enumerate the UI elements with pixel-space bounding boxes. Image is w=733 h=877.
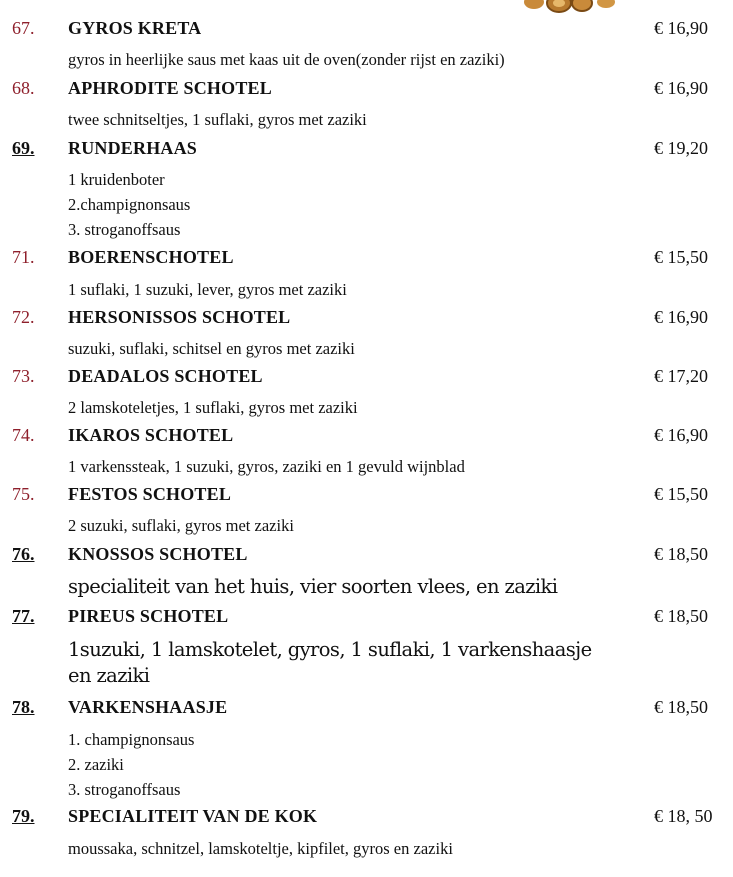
description-line: 2 suzuki, suflaki, gyros met zaziki [68,516,294,535]
item-number: 74. [12,425,35,445]
item-price: € 16,90 [654,18,708,38]
item-price: € 17,20 [654,366,708,386]
menu-item [0,307,733,358]
item-description [68,727,194,802]
description-line: specialiteit van het huis, vier soorten vlees, en zaziki [68,575,558,598]
menu-item [0,484,733,535]
item-name: HERSONISSOS SCHOTEL [68,307,291,327]
item-name: FESTOS SCHOTEL [68,484,232,504]
item-name: VARKENSHAASJE [68,697,228,717]
logo-decoration [512,0,622,18]
item-number: 78. [12,697,35,717]
menu-item [0,247,733,299]
item-price: € 15,50 [654,247,708,267]
item-name: DEADALOS SCHOTEL [68,366,263,386]
item-name: APHRODITE SCHOTEL [68,78,272,98]
description-line: 1. champignonsaus [68,730,195,749]
item-price: € 18,50 [654,544,708,564]
item-name: RUNDERHAAS [68,138,198,158]
item-description [68,167,190,242]
item-price: € 16,90 [654,307,708,327]
item-name: BOERENSCHOTEL [68,247,234,267]
item-description [68,513,294,538]
item-price: € 18,50 [654,697,708,717]
item-price: € 16,90 [654,78,708,98]
item-name: GYROS KRETA [68,18,202,38]
item-name: KNOSSOS SCHOTEL [68,544,248,564]
menu-item [0,138,733,239]
menu-item [0,806,733,858]
item-number: 77. [12,606,35,626]
item-description [68,277,347,302]
item-number: 79. [12,806,35,826]
item-name: PIREUS SCHOTEL [68,606,229,626]
item-price: € 16,90 [654,425,708,445]
description-line: twee schnitseltjes, 1 suflaki, gyros met zaziki [68,110,367,129]
item-price: € 19,20 [654,138,708,158]
item-description [68,336,355,361]
item-number: 67. [12,18,35,38]
menu-item [0,606,733,687]
item-number: 69. [12,138,35,158]
item-description [68,637,592,689]
menu-item [0,544,733,598]
description-line: 2.champignonsaus [68,195,191,214]
menu-item [0,425,733,476]
description-line: 1 suflaki, 1 suzuki, lever, gyros met zaziki [68,280,347,299]
item-price: € 15,50 [654,484,708,504]
item-description [68,47,505,72]
menu-item [0,18,733,69]
description-line: en zaziki [68,664,150,687]
item-number: 71. [12,247,35,267]
description-line: suzuki, suflaki, schitsel en gyros met zaziki [68,339,355,358]
item-name: SPECIALITEIT VAN DE KOK [68,806,318,826]
item-number: 68. [12,78,35,98]
menu-item [0,78,733,129]
description-line: 3. stroganoffsaus [68,780,181,799]
item-price: € 18,50 [654,606,708,626]
description-line: moussaka, schnitzel, lamskoteltje, kipfilet, gyros en zaziki [68,839,453,858]
item-number: 72. [12,307,35,327]
item-number: 76. [12,544,35,564]
menu-item [0,697,733,799]
description-line: 1 kruidenboter [68,170,165,189]
item-description [68,574,557,600]
item-name: IKAROS SCHOTEL [68,425,234,445]
item-number: 75. [12,484,35,504]
description-line: 1 varkenssteak, 1 suzuki, gyros, zaziki en 1 gevuld wijnblad [68,457,465,476]
menu-item [0,366,733,417]
description-line: 2. zaziki [68,755,124,774]
description-line: gyros in heerlijke saus met kaas uit de oven(zonder rijst en zaziki) [68,50,505,69]
item-number: 73. [12,366,35,386]
item-description [68,107,367,132]
item-description [68,454,465,479]
description-line: 1suzuki, 1 lamskotelet, gyros, 1 suflaki, 1 varkenshaasje [68,638,592,661]
item-price: € 18, 50 [654,806,713,826]
item-description [68,395,358,420]
description-line: 2 lamskoteletjes, 1 suflaki, gyros met zaziki [68,398,358,417]
item-description [68,836,453,861]
description-line: 3. stroganoffsaus [68,220,181,239]
